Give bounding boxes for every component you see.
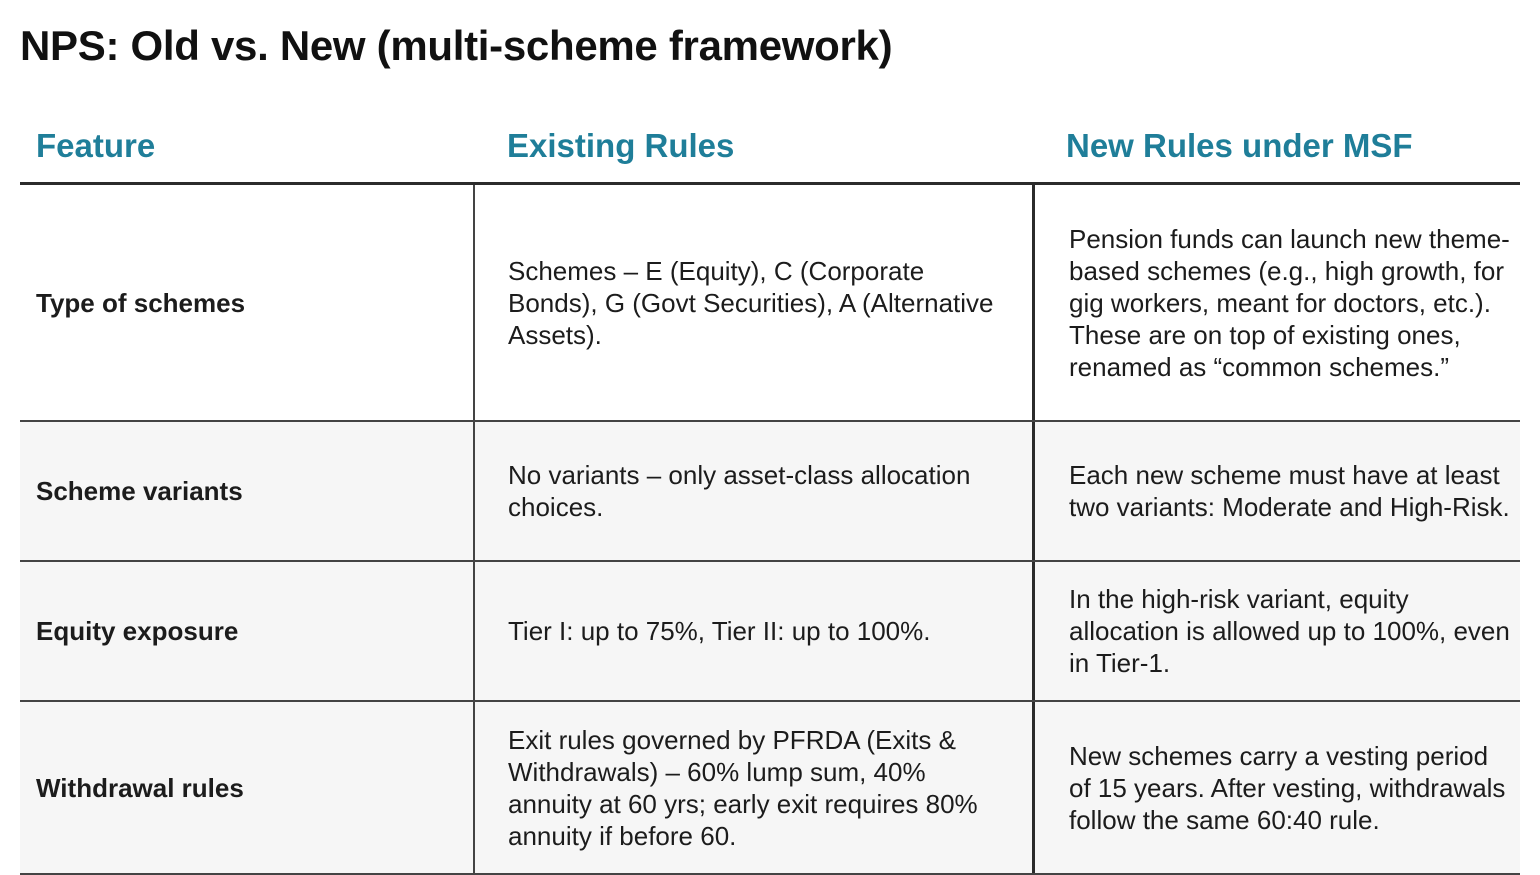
new-rule-text: In the high-risk variant, equity allocation is allowed up to 100%, even in Tier-1.: [1069, 584, 1510, 678]
feature-cell: [20, 185, 475, 420]
column-header-existing-rules: Existing Rules: [507, 127, 735, 164]
table-row: [20, 562, 1520, 702]
feature-label: Scheme variants: [36, 476, 243, 506]
new-rule-text: Pension funds can launch new theme-based schemes (e.g., high growth, for gig workers, meant for doctors, etc.). These are on top of existing ones, renamed as “common schemes.”: [1069, 223, 1510, 382]
feature-label: Withdrawal rules: [36, 772, 244, 803]
existing-rule-cell: [475, 422, 1035, 560]
page-title: NPS: Old vs. New (multi-scheme framework): [20, 22, 893, 69]
comparison-table: [20, 182, 1520, 875]
feature-cell: [20, 702, 475, 873]
column-header-new-rules: New Rules under MSF: [1066, 127, 1413, 164]
existing-rule-cell: [475, 562, 1035, 700]
feature-cell: [20, 562, 475, 700]
table-row: [20, 185, 1520, 422]
new-rule-cell: [1035, 702, 1520, 873]
new-rule-cell: [1035, 422, 1520, 560]
table-row: [20, 702, 1520, 875]
new-rule-text: Each new scheme must have at least two variants: Moderate and High-Risk.: [1069, 460, 1510, 522]
existing-rule-cell: [475, 185, 1035, 420]
existing-rule-cell: [475, 702, 1035, 873]
feature-label: Type of schemes: [36, 287, 246, 318]
new-rule-cell: [1035, 562, 1520, 700]
table-row: [20, 422, 1520, 562]
existing-rule-text: Schemes – E (Equity), C (Corporate Bonds), G (Govt Securities), A (Alternative Assets).: [508, 255, 994, 350]
feature-cell: [20, 422, 475, 560]
feature-label: Equity exposure: [36, 616, 239, 646]
column-header-feature: Feature: [36, 127, 156, 164]
new-rule-text: New schemes carry a vesting period of 15 years. After vesting, withdrawals follow the same 60:40 rule.: [1069, 740, 1506, 835]
new-rule-cell: [1035, 185, 1520, 420]
existing-rule-text: Tier I: up to 75%, Tier II: up to 100%.: [508, 616, 931, 646]
existing-rule-text: No variants – only asset-class allocation choices.: [508, 460, 971, 522]
existing-rule-text: Exit rules governed by PFRDA (Exits & Withdrawals) – 60% lump sum, 40% annuity at 60 yrs; early exit requires 80% annuity if before 60.: [508, 724, 978, 851]
table-header: [20, 118, 1520, 182]
